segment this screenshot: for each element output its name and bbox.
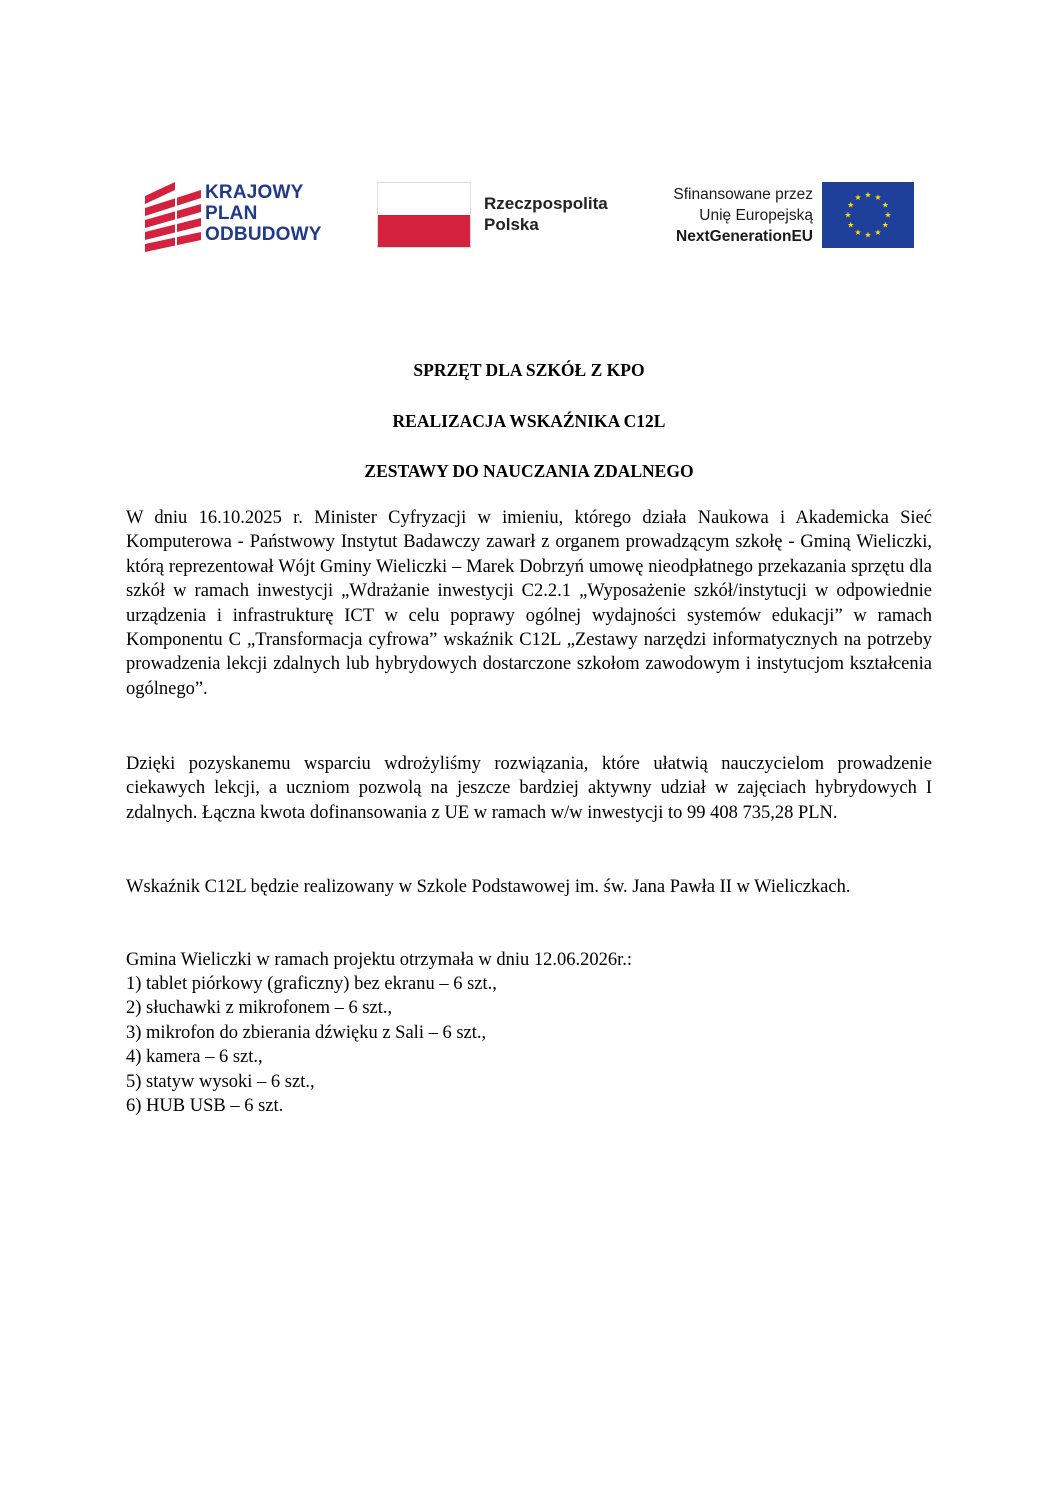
rp-line-1: Rzeczpospolita	[484, 194, 608, 213]
paragraph-received: Gmina Wieliczki w ramach projektu otrzymała w dniu 12.06.2026r.:	[126, 950, 632, 970]
eu-star-icon: ★	[854, 227, 862, 237]
polish-flag-icon	[377, 182, 471, 248]
paragraph-indicator: Wskaźnik C12L będzie realizowany w Szkole Podstawowej im. św. Jana Pawła II w Wieliczkach.	[126, 877, 851, 897]
kpo-logo-text	[205, 182, 322, 245]
eu-line-3: NextGenerationEU	[676, 228, 813, 245]
kpo-logo	[145, 182, 345, 252]
list-item: 6) HUB USB – 6 szt.	[126, 1096, 284, 1117]
eu-line-2: Unię Europejską	[699, 207, 813, 224]
eu-star-icon: ★	[874, 227, 882, 237]
kpo-line-2: PLAN	[205, 203, 258, 224]
rp-line-2: Polska	[484, 215, 539, 234]
eu-line-1: Sfinansowane przez	[673, 186, 813, 203]
eu-flag-icon	[822, 182, 914, 248]
paragraph-support: Dzięki pozyskanemu wsparciu wdrożyliśmy rozwiązania, które ułatwią nauczycielom prowadzenie ciekawych lekcji, a uczniom pozwolą na jeszcze bardziej aktywny udział w zajęciach hybrydowych I zdalnych. Łączna kwota dofinansowania z UE w ramach w/w inwestycji to 99 408 735,28 PLN.	[126, 754, 932, 823]
kpo-line-3: ODBUDOWY	[205, 224, 322, 245]
kpo-emblem-icon	[145, 182, 201, 252]
list-item: 3) mikrofon do zbierania dźwięku z Sali – 6 szt.,	[126, 1022, 487, 1043]
eu-star-icon: ★	[874, 193, 882, 203]
subtitle-heading: REALIZACJA WSKAŹNIKA C12L	[392, 411, 666, 431]
eu-star-icon: ★	[864, 230, 872, 240]
eu-star-icon: ★	[864, 190, 872, 200]
eu-star-icon: ★	[884, 210, 892, 220]
eu-star-icon: ★	[844, 210, 852, 220]
list-item: 1) tablet piórkowy (graficzny) bez ekranu – 6 szt.,	[126, 974, 497, 994]
equipment-list	[126, 972, 932, 1118]
kpo-line-1: KRAJOWY	[205, 182, 304, 203]
rp-logo-text	[484, 193, 608, 235]
list-item: 2) słuchawki z mikrofonem – 6 szt.,	[126, 998, 393, 1019]
eu-star-icon: ★	[847, 200, 855, 210]
eu-star-icon: ★	[881, 220, 889, 230]
paragraph-agreement: W dniu 16.10.2025 r. Minister Cyfryzacji w imieniu, którego działa Naukowa i Akademicka Sieć Komputerowa - Państwowy Instytut Badawczy zawarł z organem prowadzącym szkołę - Gminą Wieliczki, którą reprezentował Wójt Gminy Wieliczki – Marek Dobrzyń umowę nieodpłatnego przekazania sprzętu dla szkół w ramach inwestycji „Wdrażanie inwestycji C2.2.1 „Wyposażenie szkół/instytucji w odpowiednie urządzenia i infrastrukturę ICT w celu poprawy ogólnej wydajności systemów edukacji” w ramach Komponentu C „Transformacja cyfrowa” wskaźnik C12L „Zestawy narzędzi informatycznych na potrzeby prowadzenia lekcji zdalnych lub hybrydowych dostarczone szkołom zawodowym i instytucjom kształcenia ogólnego”.	[126, 508, 932, 699]
eu-star-icon: ★	[854, 193, 862, 203]
eu-logo-text	[645, 184, 813, 247]
list-item: 5) statyw wysoki – 6 szt.,	[126, 1071, 315, 1092]
title-heading: SPRZĘT DLA SZKÓŁ Z KPO	[413, 360, 645, 380]
list-item: 4) kamera – 6 szt.,	[126, 1047, 263, 1068]
logo-bar	[145, 178, 915, 256]
section-heading: ZESTAWY DO NAUCZANIA ZDALNEGO	[364, 461, 694, 481]
eu-star-icon: ★	[881, 200, 889, 210]
eu-star-icon: ★	[847, 220, 855, 230]
